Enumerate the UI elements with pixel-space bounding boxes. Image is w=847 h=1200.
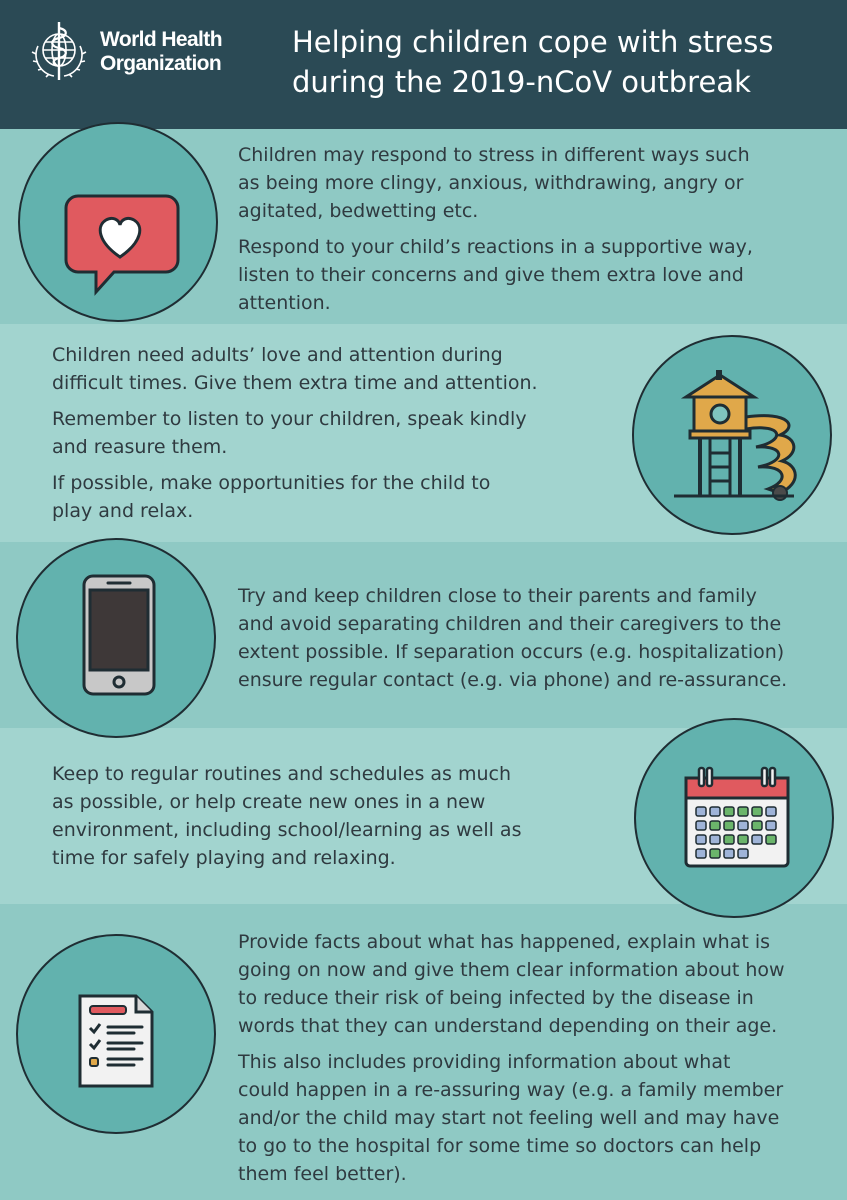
text-line: Keep to regular routines and schedules as much	[52, 763, 512, 785]
paragraph	[238, 233, 753, 317]
text-line: and/or the child may start not feeling well and may have	[238, 1107, 780, 1129]
text-line: and avoid separating children and their caregivers to the	[238, 613, 782, 635]
title-line-1: Helping children cope with stress	[292, 25, 774, 59]
text-line: time for safely playing and relaxing.	[52, 847, 396, 869]
text-line: environment, including school/learning as well as	[52, 819, 522, 841]
text-line: them feel better).	[238, 1163, 407, 1185]
text-line: ensure regular contact (e.g. via phone) and re-assurance.	[238, 669, 788, 691]
smartphone-icon	[18, 540, 213, 735]
heart-speech-bubble-icon	[20, 124, 215, 319]
text-line: agitated, bedwetting etc.	[238, 200, 479, 222]
text-line: This also includes providing information about what	[238, 1051, 731, 1073]
icon-circle-2	[632, 335, 832, 535]
who-logo	[24, 16, 234, 86]
text-line: Try and keep children close to their parents and family	[238, 585, 757, 607]
section-4-text	[52, 760, 521, 880]
page-title	[292, 22, 832, 102]
paragraph	[238, 1048, 785, 1188]
icon-circle-4	[634, 718, 834, 918]
text-line: extent possible. If separation occurs (e.g. hospitalization)	[238, 641, 785, 663]
paragraph	[52, 760, 521, 872]
logo-line-2: Organization	[100, 52, 222, 75]
paragraph	[238, 582, 787, 694]
text-line: Children may respond to stress in different ways such	[238, 144, 750, 166]
text-line: play and relax.	[52, 500, 194, 522]
who-emblem-icon	[24, 16, 94, 86]
text-line: and reasure them.	[52, 436, 228, 458]
text-line: difficult times. Give them extra time and attention.	[52, 372, 538, 394]
text-line: to reduce their risk of being infected by the disease in	[238, 987, 754, 1009]
text-line: to go to the hospital for some time so doctors can help	[238, 1135, 762, 1157]
text-line: going on now and give them clear information about how	[238, 959, 785, 981]
text-line: attention.	[238, 292, 331, 314]
icon-circle-1	[18, 122, 218, 322]
text-line: as possible, or help create new ones in a new	[52, 791, 486, 813]
section-1-text	[238, 141, 753, 325]
icon-circle-5	[16, 934, 216, 1134]
paragraph	[52, 341, 538, 397]
section-2-text	[52, 341, 538, 533]
paragraph	[238, 928, 785, 1040]
section-5-text	[238, 928, 785, 1196]
text-line: Remember to listen to your children, speak kindly	[52, 408, 527, 430]
calendar-icon	[636, 720, 831, 915]
text-line: Children need adults’ love and attention during	[52, 344, 503, 366]
text-line: as being more clingy, anxious, withdrawing, angry or	[238, 172, 744, 194]
text-line: words that they can understand depending on their age.	[238, 1015, 778, 1037]
text-line: could happen in a re-assuring way (e.g. a family member	[238, 1079, 784, 1101]
paragraph	[52, 405, 538, 461]
checklist-document-icon	[18, 936, 213, 1131]
icon-circle-3	[16, 538, 216, 738]
paragraph	[52, 469, 538, 525]
section-3-text	[238, 582, 787, 702]
logo-line-1: World Health	[100, 28, 222, 51]
title-line-2: during the 2019-nCoV outbreak	[292, 65, 751, 99]
text-line: If possible, make opportunities for the child to	[52, 472, 491, 494]
text-line: listen to their concerns and give them extra love and	[238, 264, 744, 286]
playground-slide-icon	[634, 337, 829, 532]
text-line: Provide facts about what has happened, explain what is	[238, 931, 771, 953]
header-banner	[0, 0, 847, 129]
paragraph	[238, 141, 753, 225]
text-line: Respond to your child’s reactions in a supportive way,	[238, 236, 753, 258]
